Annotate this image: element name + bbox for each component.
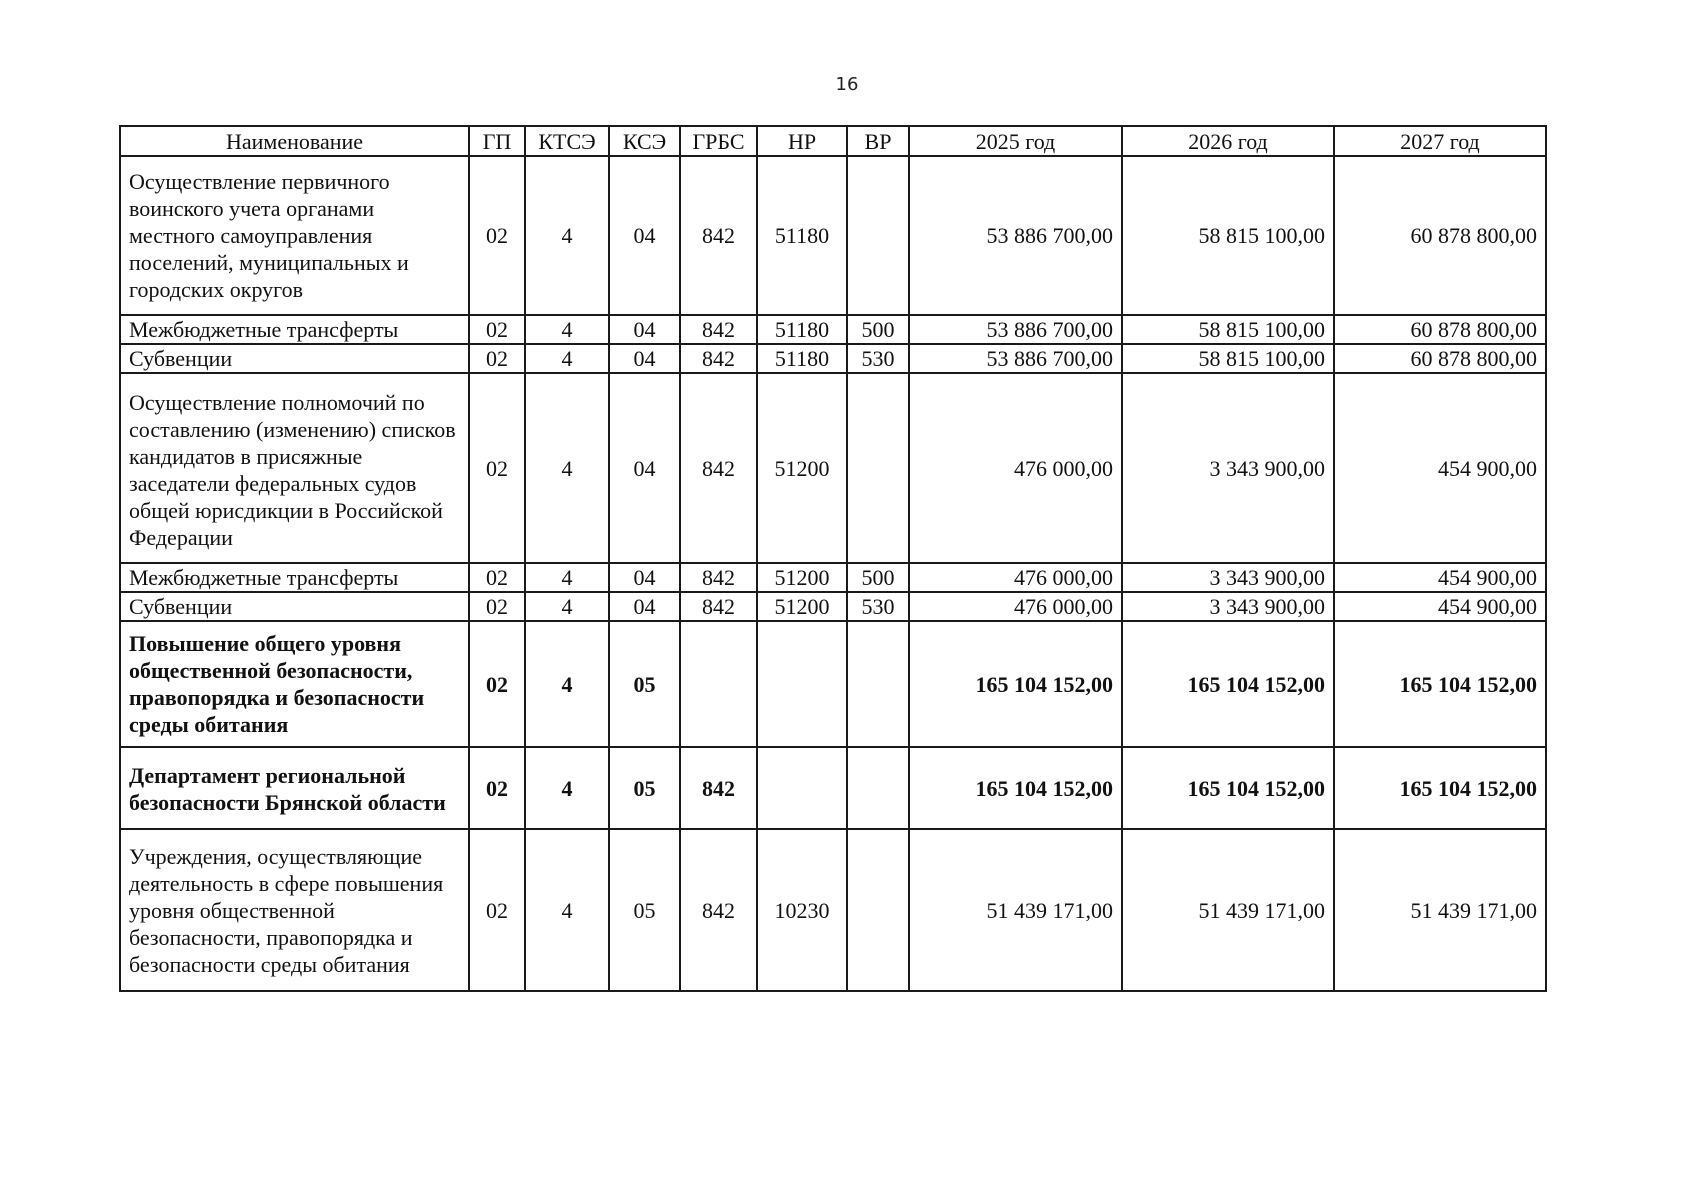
cell-nr: 51200 [757, 373, 847, 563]
cell-nr: 51180 [757, 156, 847, 315]
cell-nr: 51180 [757, 344, 847, 373]
header-2025: 2025 год [909, 126, 1122, 156]
cell-2026: 51 439 171,00 [1122, 829, 1334, 991]
cell-ktse: 4 [525, 156, 609, 315]
cell-gp: 02 [469, 747, 525, 829]
cell-name: Межбюджетные трансферты [120, 563, 469, 592]
cell-kse: 04 [609, 156, 680, 315]
cell-ktse: 4 [525, 829, 609, 991]
table-row [120, 621, 1546, 747]
cell-grbs: 842 [680, 563, 757, 592]
cell-kse: 05 [609, 621, 680, 747]
cell-gp: 02 [469, 344, 525, 373]
cell-2027: 60 878 800,00 [1334, 156, 1546, 315]
cell-gp: 02 [469, 592, 525, 621]
cell-gp: 02 [469, 621, 525, 747]
cell-grbs: 842 [680, 829, 757, 991]
cell-2026: 165 104 152,00 [1122, 621, 1334, 747]
header-ktse: КТСЭ [525, 126, 609, 156]
cell-ktse: 4 [525, 592, 609, 621]
cell-vr [847, 829, 909, 991]
cell-name: Осуществление первичного воинского учета органами местного самоуправления поселений, муниципальных и городских округов [120, 156, 469, 315]
cell-vr [847, 373, 909, 563]
header-gp: ГП [469, 126, 525, 156]
cell-grbs [680, 621, 757, 747]
cell-kse: 04 [609, 563, 680, 592]
table-row [120, 315, 1546, 344]
cell-2025: 53 886 700,00 [909, 315, 1122, 344]
cell-nr [757, 747, 847, 829]
cell-vr: 500 [847, 563, 909, 592]
cell-2025: 476 000,00 [909, 563, 1122, 592]
cell-grbs: 842 [680, 156, 757, 315]
cell-2027: 51 439 171,00 [1334, 829, 1546, 991]
header-2026: 2026 год [1122, 126, 1334, 156]
cell-2027: 454 900,00 [1334, 373, 1546, 563]
cell-2027: 60 878 800,00 [1334, 344, 1546, 373]
cell-2027: 60 878 800,00 [1334, 315, 1546, 344]
cell-2026: 3 343 900,00 [1122, 563, 1334, 592]
cell-gp: 02 [469, 829, 525, 991]
cell-2025: 53 886 700,00 [909, 344, 1122, 373]
cell-ktse: 4 [525, 373, 609, 563]
cell-vr: 530 [847, 344, 909, 373]
table-row [120, 563, 1546, 592]
cell-2025: 476 000,00 [909, 592, 1122, 621]
header-2027: 2027 год [1334, 126, 1546, 156]
cell-kse: 04 [609, 592, 680, 621]
cell-nr: 51200 [757, 563, 847, 592]
cell-2027: 454 900,00 [1334, 563, 1546, 592]
cell-2026: 3 343 900,00 [1122, 592, 1334, 621]
cell-2026: 58 815 100,00 [1122, 344, 1334, 373]
table-row [120, 373, 1546, 563]
cell-kse: 04 [609, 344, 680, 373]
cell-kse: 04 [609, 315, 680, 344]
budget-table [119, 125, 1547, 992]
cell-vr [847, 156, 909, 315]
cell-name: Межбюджетные трансферты [120, 315, 469, 344]
cell-ktse: 4 [525, 621, 609, 747]
cell-grbs: 842 [680, 592, 757, 621]
cell-2027: 165 104 152,00 [1334, 621, 1546, 747]
cell-kse: 05 [609, 829, 680, 991]
cell-kse: 05 [609, 747, 680, 829]
cell-2025: 165 104 152,00 [909, 621, 1122, 747]
header-nr: НР [757, 126, 847, 156]
header-kse: КСЭ [609, 126, 680, 156]
cell-grbs: 842 [680, 747, 757, 829]
cell-name: Субвенции [120, 592, 469, 621]
header-vr: ВР [847, 126, 909, 156]
cell-gp: 02 [469, 156, 525, 315]
table-row [120, 747, 1546, 829]
cell-2025: 476 000,00 [909, 373, 1122, 563]
cell-name: Департамент региональной безопасности Брянской области [120, 747, 469, 829]
cell-ktse: 4 [525, 344, 609, 373]
cell-2026: 58 815 100,00 [1122, 156, 1334, 315]
cell-nr: 51180 [757, 315, 847, 344]
cell-2025: 53 886 700,00 [909, 156, 1122, 315]
table-row [120, 592, 1546, 621]
cell-vr [847, 621, 909, 747]
cell-ktse: 4 [525, 563, 609, 592]
header-name: Наименование [120, 126, 469, 156]
cell-gp: 02 [469, 373, 525, 563]
cell-ktse: 4 [525, 315, 609, 344]
cell-grbs: 842 [680, 373, 757, 563]
page-number: 16 [835, 74, 859, 95]
cell-name: Повышение общего уровня общественной безопасности, правопорядка и безопасности среды обитания [120, 621, 469, 747]
table-header-row [120, 126, 1546, 156]
cell-gp: 02 [469, 315, 525, 344]
header-grbs: ГРБС [680, 126, 757, 156]
cell-grbs: 842 [680, 315, 757, 344]
cell-vr: 500 [847, 315, 909, 344]
cell-nr [757, 621, 847, 747]
cell-nr: 51200 [757, 592, 847, 621]
cell-vr [847, 747, 909, 829]
cell-2026: 3 343 900,00 [1122, 373, 1334, 563]
cell-name: Субвенции [120, 344, 469, 373]
cell-nr: 10230 [757, 829, 847, 991]
cell-ktse: 4 [525, 747, 609, 829]
cell-name: Осуществление полномочий по составлению (изменению) списков кандидатов в присяжные заседатели федеральных судов общей юрисдикции в Российской Федерации [120, 373, 469, 563]
cell-grbs: 842 [680, 344, 757, 373]
cell-gp: 02 [469, 563, 525, 592]
cell-2026: 165 104 152,00 [1122, 747, 1334, 829]
cell-2027: 454 900,00 [1334, 592, 1546, 621]
cell-2025: 165 104 152,00 [909, 747, 1122, 829]
cell-2027: 165 104 152,00 [1334, 747, 1546, 829]
table-row [120, 829, 1546, 991]
table-row [120, 344, 1546, 373]
cell-name: Учреждения, осуществляющие деятельность в сфере повышения уровня общественной безопасности, правопорядка и безопасности среды обитания [120, 829, 469, 991]
cell-2026: 58 815 100,00 [1122, 315, 1334, 344]
table-row [120, 156, 1546, 315]
cell-2025: 51 439 171,00 [909, 829, 1122, 991]
cell-kse: 04 [609, 373, 680, 563]
cell-vr: 530 [847, 592, 909, 621]
